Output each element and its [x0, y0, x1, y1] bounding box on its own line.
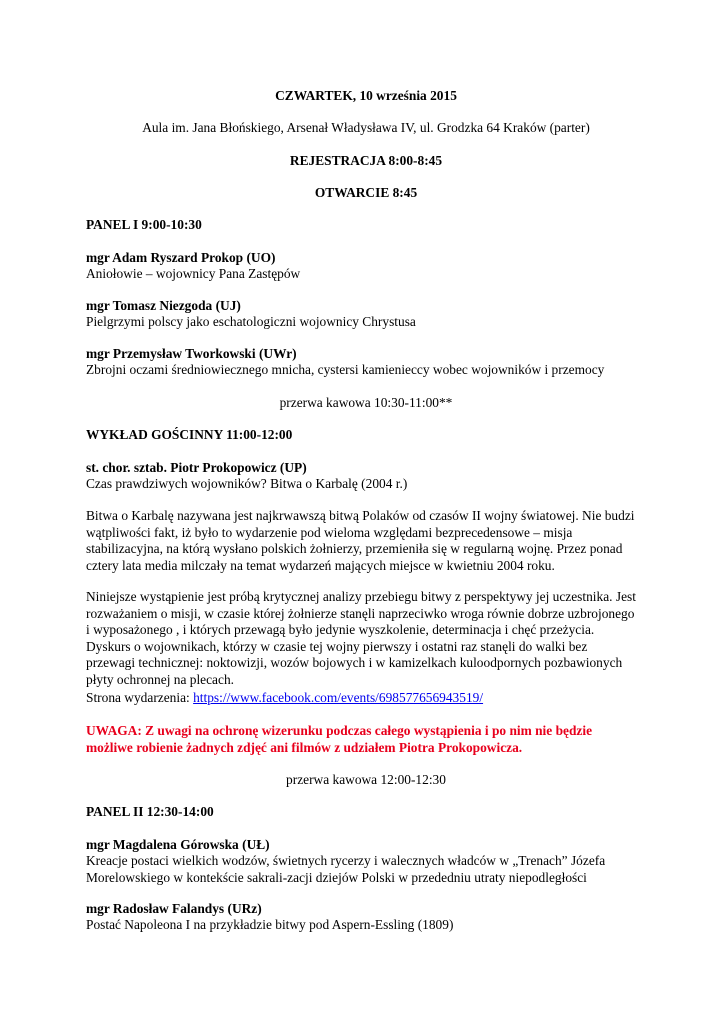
venue-line: Aula im. Jana Błońskiego, Arsenał Władysława IV, ul. Grodzka 64 Kraków (parter) — [142, 120, 590, 135]
paragraph-line: Dyskurs o wojownikach, którzy w czasie tej wojny pierwszy i ostatni raz stanęli do walki bez — [86, 638, 588, 654]
title-line: Kreacje postaci wielkich wodzów, świetnych rycerzy i walecznych władców w „Trenach” Józefa — [86, 853, 606, 868]
paragraph-line: i wyposażonego , i których przewagą było jedynie wyszkolenie, determinacja i chęć przeżycia. — [86, 622, 595, 637]
warning-line: UWAGA: Z uwagi na ochronę wizerunku podczas całego wystąpienia i po nim nie będzie — [86, 723, 593, 738]
event-page-line — [86, 690, 646, 707]
coffee-break-1: przerwa kawowa 10:30-11:00** — [279, 395, 453, 410]
event-page-label: Strona wydarzenia: — [86, 690, 194, 705]
paragraph-line: płyty ochronnej na plecach. — [86, 671, 234, 687]
coffee-break-2: przerwa kawowa 12:00-12:30 — [286, 772, 446, 787]
warning-line: możliwe robienie żadnych zdjęć ani filmów z udziałem Piotra Prokopowicza. — [86, 739, 523, 755]
guest-lecture-heading: WYKŁAD GOŚCINNY 11:00-12:00 — [86, 427, 293, 442]
opening-line: OTWARCIE 8:45 — [314, 185, 418, 200]
panel1-speaker-1: mgr Adam Ryszard Prokop (UO) — [86, 250, 276, 265]
panel2-title-2: Postać Napoleona I na przykładzie bitwy pod Aspern-Essling (1809) — [86, 917, 454, 932]
panel2-speaker-2: mgr Radosław Falandys (URz) — [86, 901, 262, 916]
paragraph-line: przewagi technicznej: noktowizji, wozów bojowych i w kamizelkach kuloodpornych pozbawionych — [86, 655, 623, 670]
panel1-speaker-2: mgr Tomasz Niezgoda (UJ) — [86, 298, 241, 313]
paragraph-line: Bitwa o Karbalę nazywana jest najkrwawszą bitwą Polaków od czasów II wojny światowej. Nie budzi — [86, 508, 635, 523]
guest-speaker: st. chor. sztab. Piotr Prokopowicz (UP) — [86, 460, 307, 475]
panel1-heading: PANEL I 9:00-10:30 — [86, 217, 202, 232]
guest-paragraph-1 — [86, 508, 646, 574]
panel2-title-1 — [86, 853, 646, 886]
panel2-speaker-1: mgr Magdalena Górowska (UŁ) — [86, 837, 270, 852]
panel1-speaker-3: mgr Przemysław Tworkowski (UWr) — [86, 346, 297, 361]
warning-notice — [86, 723, 646, 756]
event-page-link[interactable]: https://www.facebook.com/events/698577656943519/ — [193, 690, 484, 705]
panel2-heading: PANEL II 12:30-14:00 — [86, 804, 214, 819]
paragraph-line: rozważaniem o misji, w czasie której żołnierze stanęli naprzeciwko wroga równie dobrze uzbrojonego — [86, 605, 635, 621]
panel1-title-2: Pielgrzymi polscy jako eschatologiczni wojownicy Chrystusa — [86, 314, 416, 329]
panel1-title-1: Aniołowie – wojownicy Pana Zastępów — [86, 266, 301, 281]
paragraph-line: wątpliwości fakt, iż było to wydarzenie pod wieloma względami bezprecedensowe – misja — [86, 524, 573, 540]
guest-paragraph-2 — [86, 589, 646, 688]
panel1-title-3: Zbrojni oczami średniowiecznego mnicha, cystersi kamienieccy wobec wojowników i przemocy — [86, 362, 605, 377]
date-heading: CZWARTEK, 10 września 2015 — [275, 88, 457, 103]
paragraph-line: stabilizacyjna, na którą wysłano polskich żołnierzy, przemieniła się w regularną wojnę. Przez ponad — [86, 541, 623, 556]
paragraph-line: cztery lata media milczały na temat wydarzeń mających miejsce w kwietniu 2004 roku. — [86, 557, 555, 573]
title-line: Morelowskiego w kontekście sakrali-zacji dziejów Polski w przededniu utraty niepodległości — [86, 869, 587, 885]
guest-title: Czas prawdziwych wojowników? Bitwa o Karbalę (2004 r.) — [86, 476, 408, 491]
paragraph-line: Niniejsze wystąpienie jest próbą krytycznej analizy przebiegu bitwy z perspektywy jej uczestnika. Jest — [86, 589, 636, 604]
registration-line: REJESTRACJA 8:00-8:45 — [289, 153, 443, 168]
